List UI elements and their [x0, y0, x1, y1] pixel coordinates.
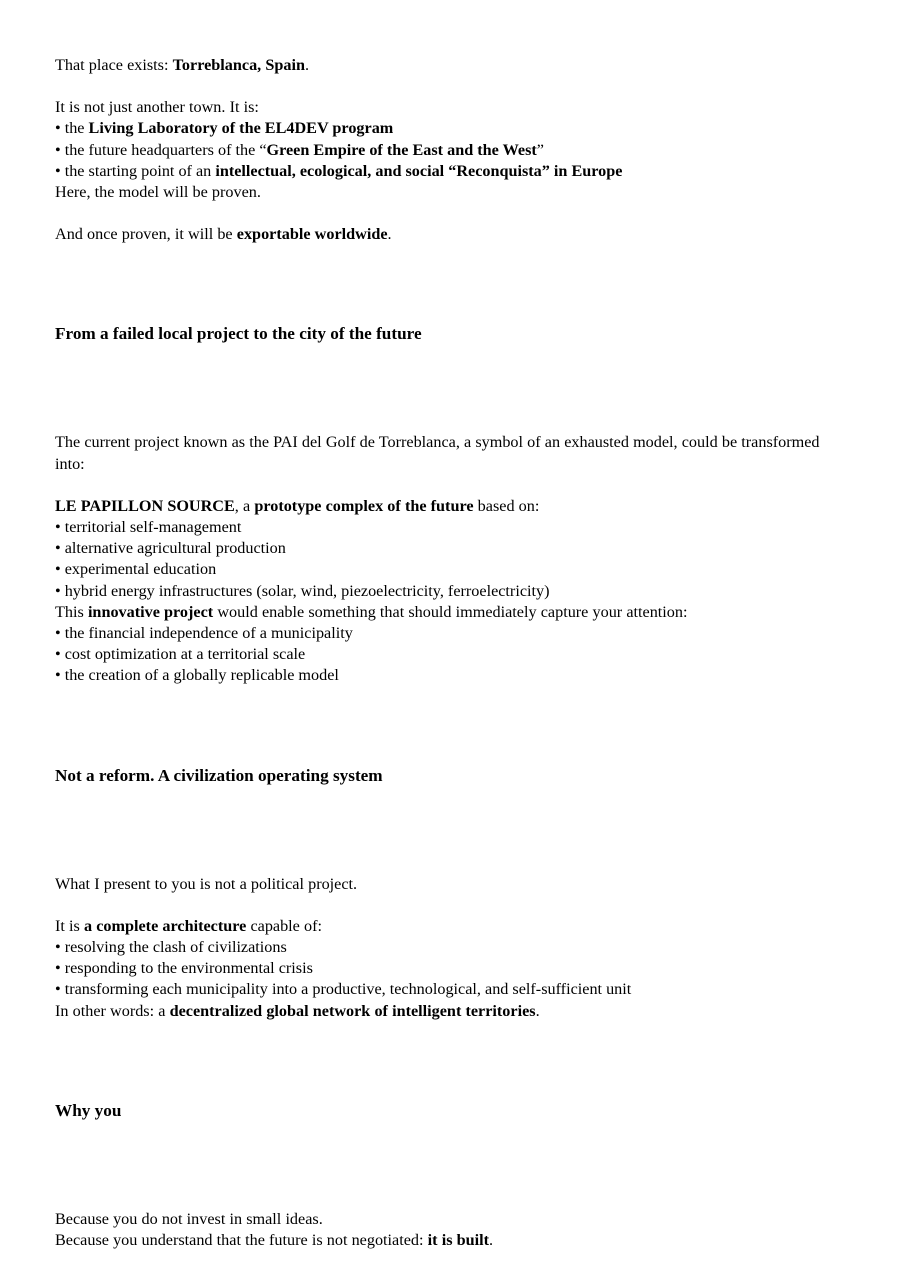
text-lead: And once proven, it will be [55, 225, 237, 244]
list-innovative-benefits [55, 623, 830, 687]
paragraph-because-line-2 [55, 1230, 830, 1251]
list-item: • transforming each municipality into a productive, technological, and self-sufficient unit [55, 980, 632, 999]
paragraph-papillon-source [55, 496, 830, 517]
paragraph-not-political: What I present to you is not a political project. [55, 874, 358, 893]
list-item: • the creation of a globally replicable model [55, 666, 339, 685]
text-tail: . [535, 1001, 540, 1020]
paragraph-exportable [55, 224, 830, 245]
text-lead: In other words: a [55, 1001, 170, 1020]
list-town-attributes [55, 118, 830, 182]
text-bold-torreblanca: Torreblanca, Spain [172, 56, 305, 74]
heading-not-a-reform: Not a reform. A civilization operating system [55, 765, 383, 785]
text-bold-it-is-built: it is built [427, 1231, 490, 1250]
paragraph-innovative-project [55, 602, 830, 623]
text-bold-innovative: innovative project [87, 602, 214, 621]
bullet-bold: Green Empire of the East and the West [266, 140, 537, 159]
paragraph-not-just-town [55, 97, 830, 118]
list-item: • resolving the clash of civilizations [55, 938, 287, 957]
paragraph-model-proven: Here, the model will be proven. [55, 183, 261, 202]
text-tail: would enable something that should immediately capture your attention: [213, 602, 688, 621]
heading-failed-project: From a failed local project to the city of the future [55, 324, 422, 344]
list-item: • cost optimization at a territorial scale [55, 645, 306, 664]
text-tail: capable of: [246, 916, 322, 935]
list-papillon-features [55, 517, 830, 602]
list-item: • alternative agricultural production [55, 539, 286, 558]
text-tail: . [489, 1231, 494, 1250]
paragraph-because-line-1: Because you do not invest in small ideas. [55, 1209, 323, 1228]
text-tail: based on: [473, 496, 540, 515]
text-lead: It is not just another town. It is: [55, 98, 259, 117]
text-mid: , a [234, 496, 255, 515]
list-item: • hybrid energy infrastructures (solar, wind, piezoelectricity, ferroelectricity) [55, 581, 550, 600]
paragraph-in-other-words [55, 1001, 830, 1022]
text-tail: . [304, 56, 310, 74]
bullet-prefix: • the future headquarters of the “ [55, 140, 267, 159]
text-bold-architecture: a complete architecture [83, 916, 247, 935]
text-bold-network: decentralized global network of intelligent territories [169, 1001, 536, 1020]
bullet-bold: Living Laboratory of the EL4DEV program [88, 119, 394, 138]
list-item [55, 161, 830, 182]
text-tail: . [387, 225, 392, 244]
text-lead: It is [55, 916, 84, 935]
text-bold-prototype: prototype complex of the future [254, 496, 474, 515]
list-item: • responding to the environmental crisis [55, 959, 313, 978]
bullet-prefix: • the [55, 119, 89, 138]
paragraph-current-project: The current project known as the PAI del Golf de Torreblanca, a symbol of an exhausted model, could be transformed into: [55, 433, 820, 473]
list-item: • the financial independence of a municipality [55, 624, 353, 643]
text-lead: Because you understand that the future is not negotiated: [55, 1231, 428, 1250]
bullet-tail: ” [536, 140, 544, 159]
paragraph-complete-architecture [55, 916, 830, 937]
list-item: • experimental education [55, 560, 217, 579]
paragraph-that-place-exists [55, 55, 830, 76]
bullet-prefix: • the starting point of an [55, 161, 216, 180]
list-item [55, 140, 830, 161]
document-body [55, 55, 830, 1251]
bullet-bold: intellectual, ecological, and social “Reconquista” in Europe [215, 161, 623, 180]
text-lead: That place exists: [55, 56, 173, 74]
list-item: • territorial self-management [55, 518, 242, 537]
text-bold-papillon: LE PAPILLON SOURCE [55, 496, 235, 515]
text-bold-exportable: exportable worldwide [236, 225, 388, 244]
list-item [55, 118, 830, 139]
text-lead: This [55, 602, 88, 621]
heading-why-you: Why you [55, 1100, 122, 1120]
list-architecture-capabilities [55, 937, 830, 1001]
